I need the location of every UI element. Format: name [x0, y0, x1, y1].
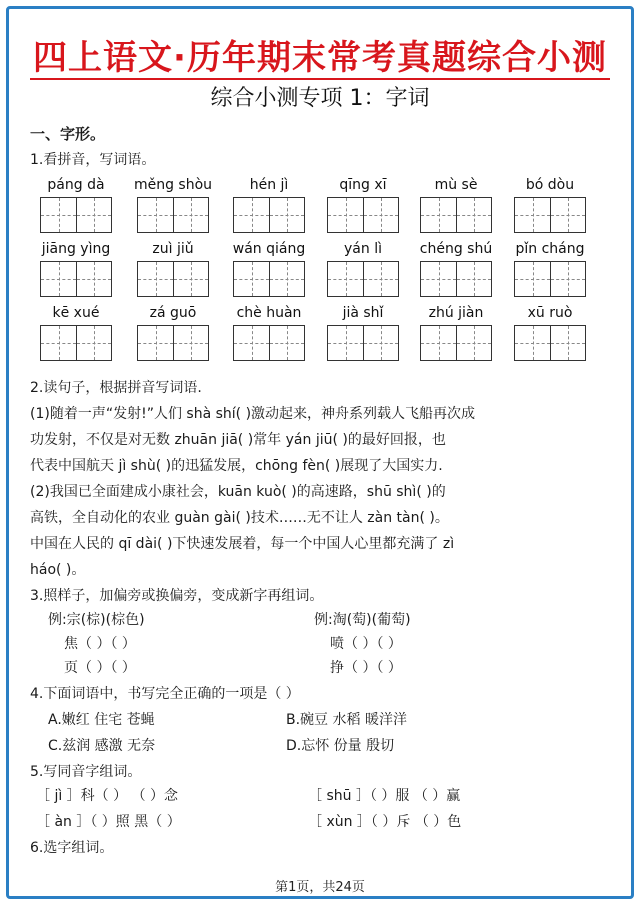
writing-cell[interactable] — [421, 326, 456, 360]
pinyin-label: jià shǐ — [342, 305, 384, 321]
writing-cell[interactable] — [456, 198, 491, 232]
question-2-line: (2)我国已全面建成小康社会，kuān kuò( )的高速路，shū shì( )的 — [30, 484, 446, 500]
writing-cell[interactable] — [550, 262, 585, 296]
writing-box[interactable] — [137, 325, 209, 361]
question-5-label: 5.写同音字组词。 — [30, 764, 142, 780]
writing-cell[interactable] — [550, 198, 585, 232]
writing-box[interactable] — [137, 197, 209, 233]
question-4-option: C.兹润 感激 无奈 — [48, 738, 156, 754]
writing-box[interactable] — [137, 261, 209, 297]
question-5-row-left: ［ jì ］科（ ） （ ）念 — [36, 788, 179, 804]
question-3-example-right: 例:淘(萄)(葡萄) — [314, 612, 411, 628]
pinyin-label: měng shòu — [133, 177, 213, 193]
writing-cell[interactable] — [363, 262, 398, 296]
writing-cell[interactable] — [76, 262, 111, 296]
question-1-label: 1.看拼音，写词语。 — [30, 152, 156, 168]
pinyin-label: qīng xī — [339, 177, 387, 193]
pinyin-label: mù sè — [434, 177, 478, 193]
question-2-line: (1)随着一声“发射!”人们 shà shí( )激动起来，神舟系列载人飞船再次成 — [30, 406, 476, 422]
writing-box[interactable] — [420, 261, 492, 297]
writing-cell[interactable] — [41, 198, 76, 232]
pinyin-label: zhú jiàn — [428, 305, 484, 321]
question-3-row-right: 喷（ ）（ ） — [330, 636, 402, 652]
page-footer: 第1页，共24页 — [275, 880, 365, 895]
page-subtitle: 综合小测专项 1：字词 — [210, 86, 430, 111]
pinyin-label: kē xué — [52, 305, 100, 321]
writing-cell[interactable] — [138, 326, 173, 360]
question-4-option: A.嫩红 住宅 苍蝇 — [48, 712, 155, 728]
writing-cell[interactable] — [328, 326, 363, 360]
question-6-label: 6.选字组词。 — [30, 840, 114, 856]
question-3-row-left: 焦（ ）（ ） — [64, 636, 136, 652]
section-heading: 一、字形。 — [30, 125, 106, 143]
writing-box[interactable] — [327, 325, 399, 361]
writing-cell[interactable] — [421, 198, 456, 232]
writing-cell[interactable] — [421, 262, 456, 296]
writing-cell[interactable] — [515, 198, 550, 232]
writing-cell[interactable] — [234, 326, 269, 360]
writing-cell[interactable] — [363, 198, 398, 232]
writing-box[interactable] — [514, 261, 586, 297]
question-4-label: 4.下面词语中，书写完全正确的一项是（ ） — [30, 686, 300, 702]
pinyin-label: zuì jiǔ — [152, 241, 194, 257]
writing-box[interactable] — [40, 325, 112, 361]
pinyin-label: hén jì — [249, 177, 289, 193]
question-5-row-right: ［ xùn ］（ ）斥 （ ）色 — [308, 814, 462, 830]
writing-box[interactable] — [233, 325, 305, 361]
pinyin-label: chè huàn — [236, 305, 302, 321]
writing-cell[interactable] — [234, 262, 269, 296]
writing-cell[interactable] — [138, 262, 173, 296]
writing-box[interactable] — [327, 261, 399, 297]
writing-cell[interactable] — [456, 262, 491, 296]
question-2-label: 2.读句子，根据拼音写词语. — [30, 380, 202, 396]
question-4-option: D.忘怀 份量 殷切 — [286, 738, 395, 754]
writing-cell[interactable] — [173, 326, 208, 360]
writing-cell[interactable] — [173, 198, 208, 232]
pinyin-label: pǐn cháng — [515, 241, 585, 257]
writing-cell[interactable] — [515, 326, 550, 360]
writing-box[interactable] — [514, 197, 586, 233]
pinyin-label: páng dà — [47, 177, 105, 193]
question-2-line: 高铁，全自动化的农业 guàn gài( )技术……无不让人 zàn tàn( )。 — [30, 510, 449, 526]
writing-box[interactable] — [233, 197, 305, 233]
writing-cell[interactable] — [328, 262, 363, 296]
writing-box[interactable] — [420, 325, 492, 361]
question-3-example-left: 例:宗(棕)(棕色) — [48, 612, 145, 628]
pinyin-label: xū ruò — [527, 305, 573, 321]
writing-cell[interactable] — [138, 198, 173, 232]
writing-cell[interactable] — [328, 198, 363, 232]
writing-box[interactable] — [327, 197, 399, 233]
writing-cell[interactable] — [269, 262, 304, 296]
question-2-line: 功发射，不仅是对无数 zhuān jiā( )常年 yán jiū( )的最好回报，也 — [30, 432, 446, 448]
writing-cell[interactable] — [76, 198, 111, 232]
writing-box[interactable] — [514, 325, 586, 361]
writing-box[interactable] — [40, 261, 112, 297]
pinyin-label: yán lì — [344, 241, 382, 257]
question-5-row-left: ［ àn ］（ ）照 黑（ ） — [36, 814, 181, 830]
question-4-option: B.碗豆 水稻 暖洋洋 — [286, 712, 407, 728]
question-2-line: 中国在人民的 qī dài( )下快速发展着，每一个中国人心里都充满了 zì — [30, 536, 455, 552]
page-title: 四上语文·历年期末常考真题综合小测 — [33, 38, 607, 78]
writing-box[interactable] — [233, 261, 305, 297]
writing-cell[interactable] — [269, 198, 304, 232]
writing-cell[interactable] — [173, 262, 208, 296]
writing-cell[interactable] — [550, 326, 585, 360]
writing-cell[interactable] — [515, 262, 550, 296]
pinyin-label: jiāng yìng — [41, 241, 111, 257]
question-2-line: háo( )。 — [30, 562, 86, 578]
pinyin-label: bó dòu — [525, 177, 575, 193]
writing-box[interactable] — [420, 197, 492, 233]
pinyin-label: chéng shú — [419, 241, 493, 257]
title-underline — [30, 78, 610, 80]
writing-cell[interactable] — [363, 326, 398, 360]
question-5-row-right: ［ shū ］（ ）服 （ ）赢 — [308, 788, 461, 804]
writing-cell[interactable] — [76, 326, 111, 360]
question-3-row-left: 页（ ）（ ） — [64, 660, 136, 676]
writing-box[interactable] — [40, 197, 112, 233]
writing-cell[interactable] — [456, 326, 491, 360]
writing-cell[interactable] — [41, 262, 76, 296]
writing-cell[interactable] — [41, 326, 76, 360]
pinyin-label: wán qiáng — [232, 241, 306, 257]
writing-cell[interactable] — [269, 326, 304, 360]
question-3-row-right: 挣（ ）（ ） — [330, 660, 402, 676]
question-2-line: 代表中国航天 jì shù( )的迅猛发展，chōng fèn( )展现了大国实力. — [30, 458, 443, 474]
question-3-label: 3.照样子，加偏旁或换偏旁，变成新字再组词。 — [30, 588, 324, 604]
pinyin-label: zá guō — [149, 305, 197, 321]
writing-cell[interactable] — [234, 198, 269, 232]
